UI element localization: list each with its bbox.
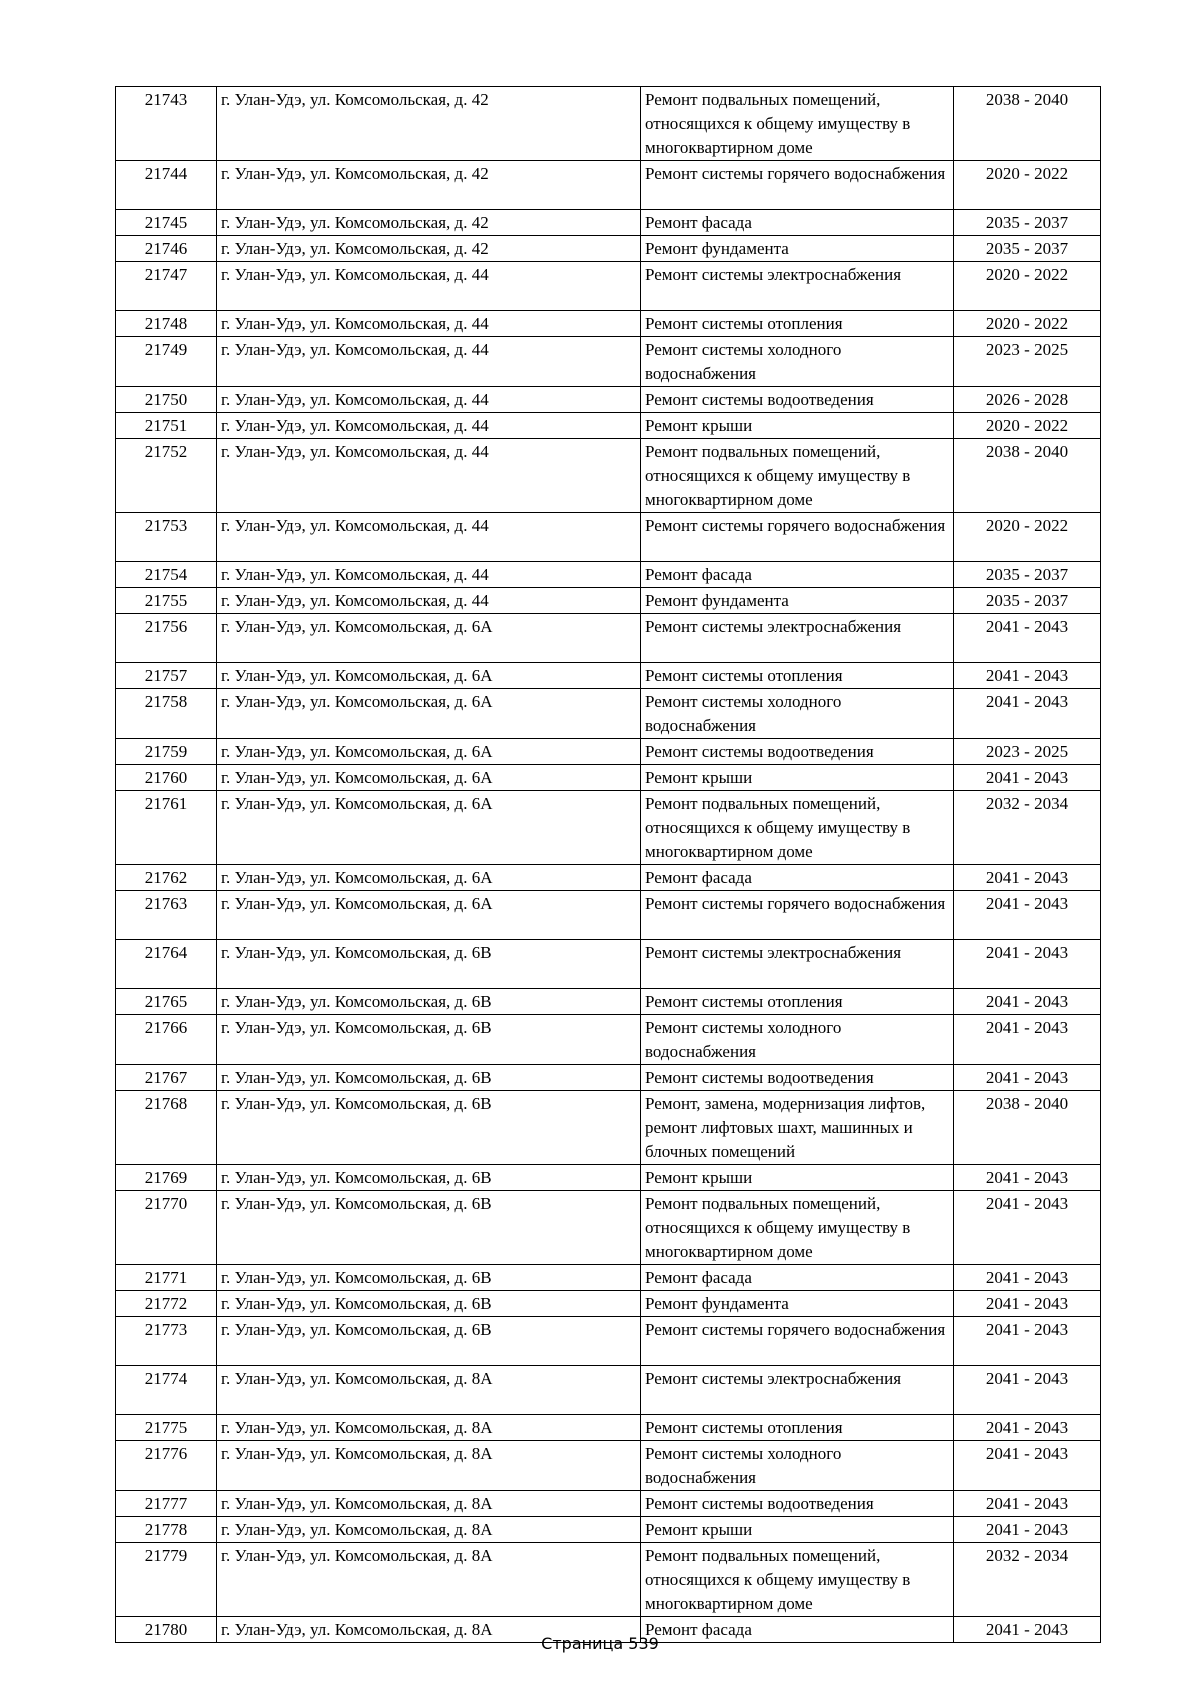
address-cell: г. Улан-Удэ, ул. Комсомольская, д. 6А <box>217 739 641 765</box>
row-id-cell: 21769 <box>116 1165 217 1191</box>
row-id-cell: 21778 <box>116 1517 217 1543</box>
work-type-cell: Ремонт системы электроснабжения <box>641 614 954 663</box>
address-cell: г. Улан-Удэ, ул. Комсомольская, д. 44 <box>217 439 641 513</box>
table-row <box>116 161 1101 210</box>
address-cell: г. Улан-Удэ, ул. Комсомольская, д. 8А <box>217 1441 641 1491</box>
period-cell: 2023 - 2025 <box>954 337 1101 387</box>
period-cell: 2041 - 2043 <box>954 865 1101 891</box>
row-id-cell: 21745 <box>116 210 217 236</box>
period-cell: 2041 - 2043 <box>954 765 1101 791</box>
table-row <box>116 1065 1101 1091</box>
table-row <box>116 1291 1101 1317</box>
address-cell: г. Улан-Удэ, ул. Комсомольская, д. 6В <box>217 940 641 989</box>
row-id-cell: 21775 <box>116 1415 217 1441</box>
work-type-cell: Ремонт фасада <box>641 865 954 891</box>
work-type-cell: Ремонт фасада <box>641 1617 954 1643</box>
address-cell: г. Улан-Удэ, ул. Комсомольская, д. 6В <box>217 1191 641 1265</box>
work-type-cell: Ремонт фасада <box>641 1265 954 1291</box>
period-cell: 2041 - 2043 <box>954 1015 1101 1065</box>
address-cell: г. Улан-Удэ, ул. Комсомольская, д. 8А <box>217 1415 641 1441</box>
page-number: Страница 539 <box>541 1634 659 1653</box>
table-row <box>116 1191 1101 1265</box>
period-cell: 2041 - 2043 <box>954 1491 1101 1517</box>
address-cell: г. Улан-Удэ, ул. Комсомольская, д. 6В <box>217 1291 641 1317</box>
work-type-cell: Ремонт системы водоотведения <box>641 1491 954 1517</box>
table-row <box>116 765 1101 791</box>
row-id-cell: 21754 <box>116 562 217 588</box>
work-type-cell: Ремонт подвальных помещений, относящихся к общему имуществу в многоквартирном доме <box>641 791 954 865</box>
work-type-cell: Ремонт системы водоотведения <box>641 739 954 765</box>
address-cell: г. Улан-Удэ, ул. Комсомольская, д. 8А <box>217 1366 641 1415</box>
address-cell: г. Улан-Удэ, ул. Комсомольская, д. 6А <box>217 865 641 891</box>
address-cell: г. Улан-Удэ, ул. Комсомольская, д. 6В <box>217 1317 641 1366</box>
row-id-cell: 21771 <box>116 1265 217 1291</box>
work-type-cell: Ремонт системы горячего водоснабжения <box>641 1317 954 1366</box>
address-cell: г. Улан-Удэ, ул. Комсомольская, д. 44 <box>217 337 641 387</box>
row-id-cell: 21749 <box>116 337 217 387</box>
period-cell: 2020 - 2022 <box>954 311 1101 337</box>
table-row <box>116 1517 1101 1543</box>
row-id-cell: 21757 <box>116 663 217 689</box>
table-row <box>116 865 1101 891</box>
period-cell: 2041 - 2043 <box>954 891 1101 940</box>
table-row <box>116 1165 1101 1191</box>
address-cell: г. Улан-Удэ, ул. Комсомольская, д. 6В <box>217 1091 641 1165</box>
table-body <box>116 87 1101 1643</box>
work-type-cell: Ремонт системы холодного водоснабжения <box>641 1441 954 1491</box>
table-row <box>116 1415 1101 1441</box>
period-cell: 2041 - 2043 <box>954 1191 1101 1265</box>
table-row <box>116 1491 1101 1517</box>
address-cell: г. Улан-Удэ, ул. Комсомольская, д. 6В <box>217 1065 641 1091</box>
row-id-cell: 21750 <box>116 387 217 413</box>
table-row <box>116 663 1101 689</box>
row-id-cell: 21768 <box>116 1091 217 1165</box>
work-type-cell: Ремонт системы отопления <box>641 1415 954 1441</box>
row-id-cell: 21773 <box>116 1317 217 1366</box>
work-type-cell: Ремонт системы отопления <box>641 989 954 1015</box>
address-cell: г. Улан-Удэ, ул. Комсомольская, д. 6В <box>217 1165 641 1191</box>
work-type-cell: Ремонт подвальных помещений, относящихся к общему имуществу в многоквартирном доме <box>641 439 954 513</box>
period-cell: 2035 - 2037 <box>954 210 1101 236</box>
table-row <box>116 387 1101 413</box>
row-id-cell: 21748 <box>116 311 217 337</box>
table-row <box>116 210 1101 236</box>
address-cell: г. Улан-Удэ, ул. Комсомольская, д. 6А <box>217 614 641 663</box>
period-cell: 2041 - 2043 <box>954 614 1101 663</box>
period-cell: 2041 - 2043 <box>954 1441 1101 1491</box>
table-row <box>116 236 1101 262</box>
work-type-cell: Ремонт системы горячего водоснабжения <box>641 513 954 562</box>
row-id-cell: 21751 <box>116 413 217 439</box>
row-id-cell: 21762 <box>116 865 217 891</box>
period-cell: 2041 - 2043 <box>954 1415 1101 1441</box>
row-id-cell: 21760 <box>116 765 217 791</box>
period-cell: 2041 - 2043 <box>954 1065 1101 1091</box>
row-id-cell: 21755 <box>116 588 217 614</box>
table-row <box>116 1015 1101 1065</box>
period-cell: 2038 - 2040 <box>954 87 1101 161</box>
row-id-cell: 21767 <box>116 1065 217 1091</box>
address-cell: г. Улан-Удэ, ул. Комсомольская, д. 6А <box>217 891 641 940</box>
period-cell: 2023 - 2025 <box>954 739 1101 765</box>
address-cell: г. Улан-Удэ, ул. Комсомольская, д. 44 <box>217 562 641 588</box>
work-type-cell: Ремонт системы холодного водоснабжения <box>641 337 954 387</box>
table-row <box>116 588 1101 614</box>
period-cell: 2032 - 2034 <box>954 791 1101 865</box>
table-row <box>116 439 1101 513</box>
row-id-cell: 21777 <box>116 1491 217 1517</box>
row-id-cell: 21779 <box>116 1543 217 1617</box>
table-row <box>116 262 1101 311</box>
row-id-cell: 21756 <box>116 614 217 663</box>
table-row <box>116 940 1101 989</box>
address-cell: г. Улан-Удэ, ул. Комсомольская, д. 6В <box>217 1265 641 1291</box>
work-type-cell: Ремонт системы холодного водоснабжения <box>641 689 954 739</box>
row-id-cell: 21746 <box>116 236 217 262</box>
table-row <box>116 614 1101 663</box>
address-cell: г. Улан-Удэ, ул. Комсомольская, д. 44 <box>217 413 641 439</box>
work-type-cell: Ремонт системы горячего водоснабжения <box>641 891 954 940</box>
period-cell: 2041 - 2043 <box>954 1317 1101 1366</box>
address-cell: г. Улан-Удэ, ул. Комсомольская, д. 42 <box>217 87 641 161</box>
row-id-cell: 21774 <box>116 1366 217 1415</box>
period-cell: 2020 - 2022 <box>954 262 1101 311</box>
period-cell: 2041 - 2043 <box>954 1366 1101 1415</box>
work-type-cell: Ремонт крыши <box>641 765 954 791</box>
address-cell: г. Улан-Удэ, ул. Комсомольская, д. 44 <box>217 387 641 413</box>
table-row <box>116 413 1101 439</box>
row-id-cell: 21761 <box>116 791 217 865</box>
period-cell: 2038 - 2040 <box>954 1091 1101 1165</box>
row-id-cell: 21744 <box>116 161 217 210</box>
row-id-cell: 21752 <box>116 439 217 513</box>
table-row <box>116 513 1101 562</box>
table-row <box>116 989 1101 1015</box>
period-cell: 2020 - 2022 <box>954 413 1101 439</box>
address-cell: г. Улан-Удэ, ул. Комсомольская, д. 42 <box>217 236 641 262</box>
period-cell: 2020 - 2022 <box>954 513 1101 562</box>
work-type-cell: Ремонт фасада <box>641 562 954 588</box>
address-cell: г. Улан-Удэ, ул. Комсомольская, д. 6А <box>217 791 641 865</box>
work-type-cell: Ремонт системы водоотведения <box>641 387 954 413</box>
row-id-cell: 21765 <box>116 989 217 1015</box>
address-cell: г. Улан-Удэ, ул. Комсомольская, д. 42 <box>217 161 641 210</box>
row-id-cell: 21772 <box>116 1291 217 1317</box>
row-id-cell: 21763 <box>116 891 217 940</box>
work-type-cell: Ремонт, замена, модернизация лифтов, ремонт лифтовых шахт, машинных и блочных помещений <box>641 1091 954 1165</box>
work-type-cell: Ремонт системы электроснабжения <box>641 940 954 989</box>
address-cell: г. Улан-Удэ, ул. Комсомольская, д. 8А <box>217 1491 641 1517</box>
address-cell: г. Улан-Удэ, ул. Комсомольская, д. 6В <box>217 1015 641 1065</box>
row-id-cell: 21743 <box>116 87 217 161</box>
row-id-cell: 21770 <box>116 1191 217 1265</box>
address-cell: г. Улан-Удэ, ул. Комсомольская, д. 42 <box>217 210 641 236</box>
period-cell: 2041 - 2043 <box>954 989 1101 1015</box>
table-row <box>116 739 1101 765</box>
work-type-cell: Ремонт фундамента <box>641 236 954 262</box>
table-row <box>116 87 1101 161</box>
period-cell: 2041 - 2043 <box>954 1617 1101 1643</box>
table-row <box>116 1366 1101 1415</box>
period-cell: 2041 - 2043 <box>954 1265 1101 1291</box>
period-cell: 2035 - 2037 <box>954 236 1101 262</box>
address-cell: г. Улан-Удэ, ул. Комсомольская, д. 8А <box>217 1517 641 1543</box>
work-type-cell: Ремонт системы горячего водоснабжения <box>641 161 954 210</box>
period-cell: 2041 - 2043 <box>954 1165 1101 1191</box>
row-id-cell: 21764 <box>116 940 217 989</box>
table-row <box>116 1317 1101 1366</box>
table-row <box>116 1543 1101 1617</box>
period-cell: 2041 - 2043 <box>954 1517 1101 1543</box>
address-cell: г. Улан-Удэ, ул. Комсомольская, д. 44 <box>217 311 641 337</box>
address-cell: г. Улан-Удэ, ул. Комсомольская, д. 6А <box>217 765 641 791</box>
table-row <box>116 791 1101 865</box>
repair-schedule-table <box>115 86 1101 1643</box>
work-type-cell: Ремонт крыши <box>641 1165 954 1191</box>
address-cell: г. Улан-Удэ, ул. Комсомольская, д. 44 <box>217 513 641 562</box>
row-id-cell: 21753 <box>116 513 217 562</box>
row-id-cell: 21759 <box>116 739 217 765</box>
period-cell: 2041 - 2043 <box>954 663 1101 689</box>
work-type-cell: Ремонт системы водоотведения <box>641 1065 954 1091</box>
table-row <box>116 311 1101 337</box>
period-cell: 2035 - 2037 <box>954 562 1101 588</box>
work-type-cell: Ремонт системы электроснабжения <box>641 262 954 311</box>
table-row <box>116 1265 1101 1291</box>
period-cell: 2038 - 2040 <box>954 439 1101 513</box>
table-row <box>116 1441 1101 1491</box>
row-id-cell: 21747 <box>116 262 217 311</box>
work-type-cell: Ремонт системы отопления <box>641 663 954 689</box>
address-cell: г. Улан-Удэ, ул. Комсомольская, д. 6В <box>217 989 641 1015</box>
work-type-cell: Ремонт подвальных помещений, относящихся к общему имуществу в многоквартирном доме <box>641 1543 954 1617</box>
address-cell: г. Улан-Удэ, ул. Комсомольская, д. 44 <box>217 262 641 311</box>
period-cell: 2041 - 2043 <box>954 940 1101 989</box>
work-type-cell: Ремонт подвальных помещений, относящихся к общему имуществу в многоквартирном доме <box>641 87 954 161</box>
address-cell: г. Улан-Удэ, ул. Комсомольская, д. 8А <box>217 1543 641 1617</box>
row-id-cell: 21776 <box>116 1441 217 1491</box>
table-row <box>116 891 1101 940</box>
table-row <box>116 562 1101 588</box>
period-cell: 2026 - 2028 <box>954 387 1101 413</box>
work-type-cell: Ремонт фасада <box>641 210 954 236</box>
period-cell: 2041 - 2043 <box>954 689 1101 739</box>
address-cell: г. Улан-Удэ, ул. Комсомольская, д. 6А <box>217 663 641 689</box>
work-type-cell: Ремонт подвальных помещений, относящихся к общему имуществу в многоквартирном доме <box>641 1191 954 1265</box>
work-type-cell: Ремонт системы отопления <box>641 311 954 337</box>
table-row <box>116 689 1101 739</box>
address-cell: г. Улан-Удэ, ул. Комсомольская, д. 6А <box>217 689 641 739</box>
address-cell: г. Улан-Удэ, ул. Комсомольская, д. 44 <box>217 588 641 614</box>
work-type-cell: Ремонт фундамента <box>641 588 954 614</box>
period-cell: 2032 - 2034 <box>954 1543 1101 1617</box>
period-cell: 2035 - 2037 <box>954 588 1101 614</box>
table-row <box>116 337 1101 387</box>
work-type-cell: Ремонт крыши <box>641 1517 954 1543</box>
row-id-cell: 21766 <box>116 1015 217 1065</box>
row-id-cell: 21758 <box>116 689 217 739</box>
work-type-cell: Ремонт системы электроснабжения <box>641 1366 954 1415</box>
work-type-cell: Ремонт крыши <box>641 413 954 439</box>
period-cell: 2020 - 2022 <box>954 161 1101 210</box>
period-cell: 2041 - 2043 <box>954 1291 1101 1317</box>
work-type-cell: Ремонт фундамента <box>641 1291 954 1317</box>
address-cell: г. Улан-Удэ, ул. Комсомольская, д. 8А <box>217 1617 641 1643</box>
row-id-cell: 21780 <box>116 1617 217 1643</box>
work-type-cell: Ремонт системы холодного водоснабжения <box>641 1015 954 1065</box>
table-row <box>116 1091 1101 1165</box>
